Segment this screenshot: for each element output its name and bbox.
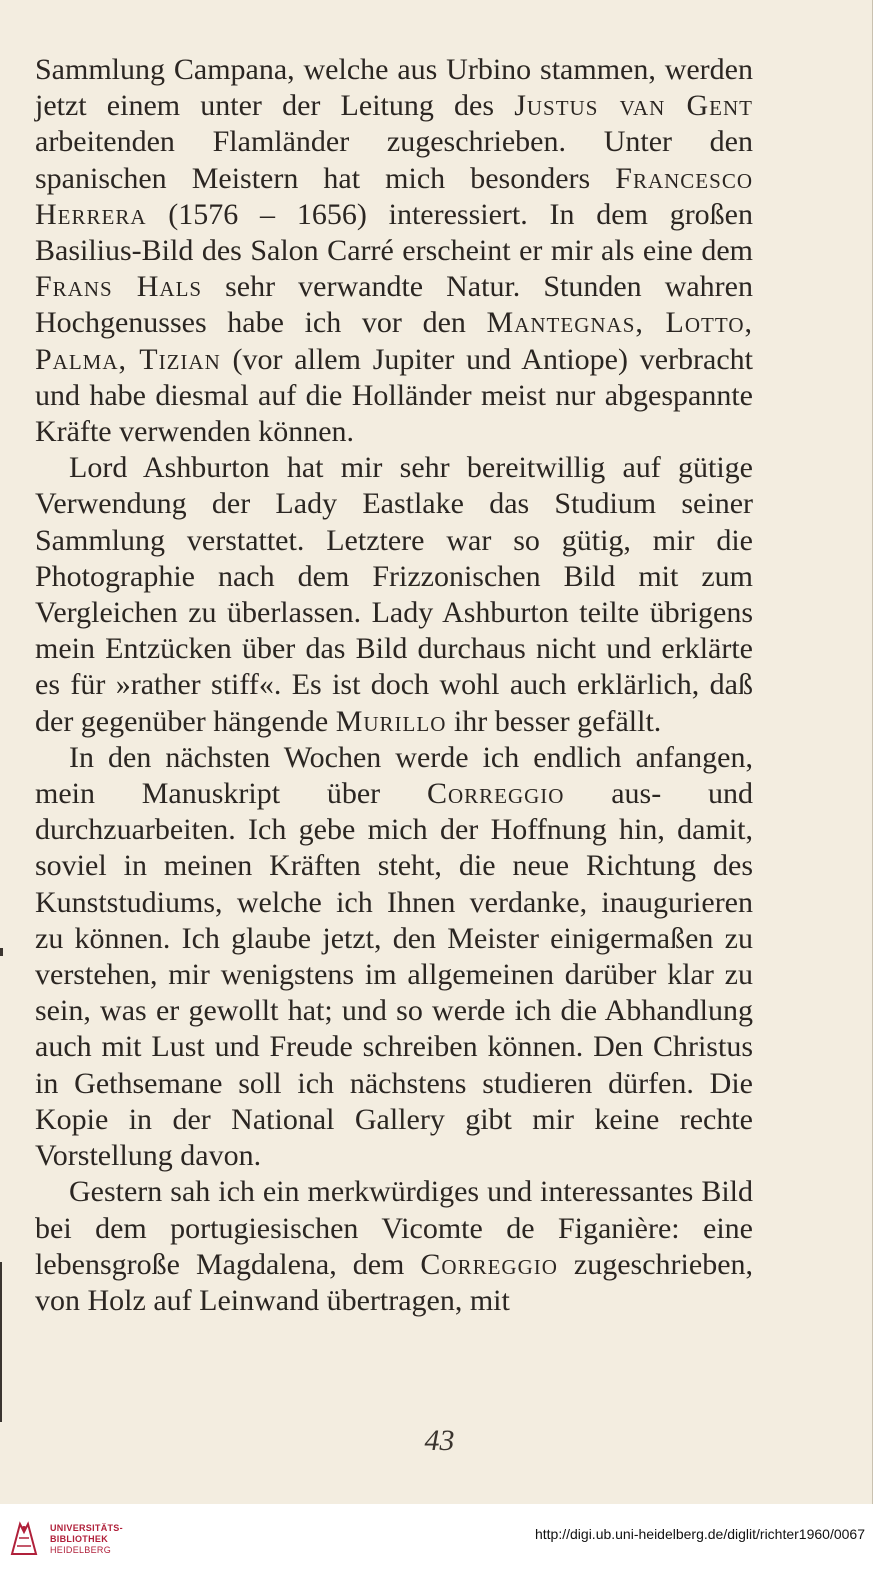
body-text [35,52,753,1319]
university-logo-icon [8,1518,40,1558]
name-smallcaps: Justus van Gent [514,89,754,123]
library-name-line: HEIDELBERG [50,1545,112,1555]
text-run: Gestern sah ich ein merkwürdiges und interessantes Bild bei dem portugiesischen Vicomte de Figanière: eine lebensgroße Magdalena, dem [35,1175,753,1281]
name-smallcaps: Francesco Herrera [35,161,753,231]
text-run: ihr besser gefällt. [446,704,662,738]
footer-bar [0,1504,879,1571]
paragraph [35,1174,753,1319]
paragraph [35,450,753,740]
paragraph [35,740,753,1174]
text-run: (1576 – 1656) interessiert. In dem großen Basilius-Bild des Salon Carré erscheint er mir als eine dem [35,197,753,268]
text-run: Lord Ashburton hat mir sehr bereitwillig auf gütige Verwendung der Lady Eastlake das Studium seiner Sammlung verstattet. Letztere war so gütig, mir die Photographie nach dem Frizzonischen Bild mit zum Vergleichen zu überlassen. Lady Ashburton teilte übrigens mein Entzücken über das Bild durchaus nicht und erklärte es für »rather stiff«. Es ist doch wohl auch erklärlich, daß der gegenüber hängende [35,451,753,738]
text-run: (vor allem Jupiter und Antiope) verbracht und habe diesmal auf die Holländer meist nur abgespannte Kräfte verwenden können. [35,342,753,449]
name-smallcaps: Murillo [335,704,447,738]
text-run: zugeschrieben, von Holz auf Leinwand übertragen, mit [35,1247,754,1317]
text-run: aus- und durchzuarbeiten. Ich gebe mich der Hoffnung hin, damit, soviel in meinen Kräften steht, die neue Richtung des Kunststudiums, welche ich Ihnen verdanke, inaugurieren zu können. Ich glaube jetzt, den Meister einigermaßen zu verstehen, mir wenigstens im allgemeinen darüber klar zu sein, was er gewollt hat; und so werde ich die Abhandlung auch mit Lust und Freude schreiben können. Den Christus in Gethsemane soll ich nächstens studieren dürfen. Die Kopie in der National Gallery gibt mir keine rechte Vorstellung davon. [35,777,753,1173]
page-number: 43 [424,1424,455,1457]
text-run: sehr verwandte Natur. Stunden wahren Hochgenusses habe ich vor den [35,270,753,340]
text-run: Sammlung Campana, welche aus Urbino stammen, werden jetzt einem unter der Leitung des [35,53,753,123]
margin-line [0,1262,2,1422]
name-smallcaps: Mantegnas, Lotto, Palma, Tizian [35,306,753,376]
text-run: arbeitenden Flamländer zugeschrieben. Unter den spanischen Meistern hat mich besonders [35,125,753,195]
name-smallcaps: Correggio [420,1247,558,1281]
library-name-line: UNIVERSITÄTS- [50,1523,123,1533]
name-smallcaps: Frans Hals [35,270,203,304]
source-url[interactable]: http://digi.ub.uni-heidelberg.de/diglit/richter1960/0067 [534,1526,865,1542]
margin-mark [0,948,3,956]
paragraph [35,52,753,450]
library-name [50,1523,123,1556]
library-name-line: BIBLIOTHEK [50,1534,108,1544]
text-run: In den nächsten Wochen werde ich endlich anfangen, mein Manuskript über [35,740,753,811]
name-smallcaps: Correggio [426,777,565,811]
